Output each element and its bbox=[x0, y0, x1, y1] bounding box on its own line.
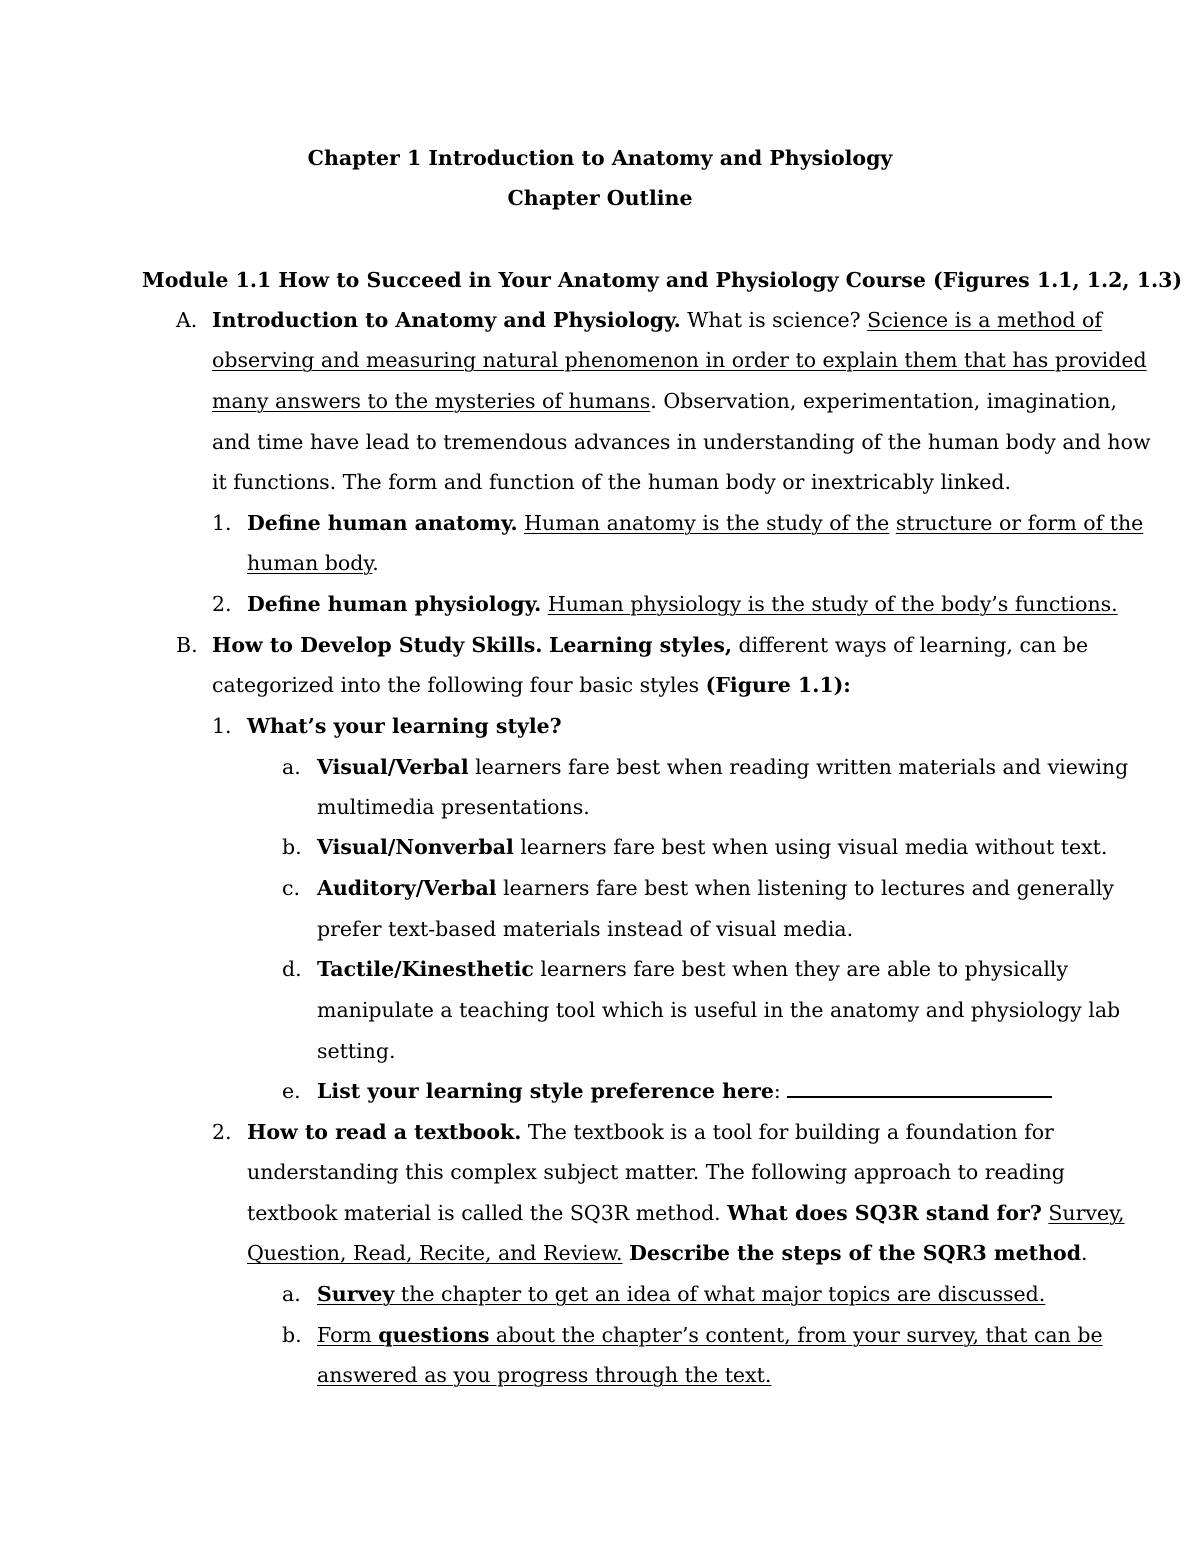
sq3r-a-line: Survey the chapter to get an idea of what major topics are discussed. bbox=[317, 1282, 1046, 1306]
sq3r-a-label: a. bbox=[282, 1282, 301, 1306]
section-a-line-4: and time have lead to tremendous advances in understanding of the human body and how bbox=[212, 430, 1151, 454]
section-a-label: A. bbox=[176, 308, 198, 332]
style-a-line-1: Visual/Verbal learners fare best when reading written materials and viewing bbox=[317, 755, 1129, 779]
chapter-subtitle: Chapter Outline bbox=[507, 186, 693, 210]
item-a1-line-1: Define human anatomy. Human anatomy is the study of the structure or form of the bbox=[247, 511, 1144, 535]
section-b-line-1: How to Develop Study Skills. Learning styles, different ways of learning, can be bbox=[212, 633, 1089, 657]
item-a1-line-2: human body. bbox=[247, 551, 379, 575]
item-b1-heading: What’s your learning style? bbox=[247, 714, 562, 738]
item-a2-line: Define human physiology. Human physiology is the study of the body’s functions. bbox=[247, 592, 1118, 616]
item-b2-line-2: understanding this complex subject matter. The following approach to reading bbox=[247, 1160, 1065, 1184]
section-a-line-5: it functions. The form and function of the human body or inextricably linked. bbox=[212, 470, 1011, 494]
style-b-label: b. bbox=[282, 835, 302, 859]
item-b1-label: 1. bbox=[212, 714, 232, 738]
style-a-line-2: multimedia presentations. bbox=[317, 795, 590, 819]
item-b2-line-3: textbook material is called the SQ3R method. What does SQ3R stand for? Survey, bbox=[247, 1201, 1125, 1225]
section-b-line-2: categorized into the following four basic styles (Figure 1.1): bbox=[212, 673, 851, 697]
style-e-label: e. bbox=[282, 1079, 301, 1103]
style-c-line-2: prefer text-based materials instead of visual media. bbox=[317, 917, 854, 941]
style-c-label: c. bbox=[282, 876, 300, 900]
learning-style-blank[interactable] bbox=[787, 1076, 1052, 1098]
section-b-label: B. bbox=[176, 633, 198, 657]
section-a-line-2: observing and measuring natural phenomenon in order to explain them that has provided bbox=[212, 348, 1147, 372]
section-a-line-3: many answers to the mysteries of humans. Observation, experimentation, imagination, bbox=[212, 389, 1117, 413]
sq3r-b-label: b. bbox=[282, 1323, 302, 1347]
sq3r-b-line-1: Form questions about the chapter’s content, from your survey, that can be bbox=[317, 1323, 1103, 1347]
style-e-line: List your learning style preference here: bbox=[317, 1076, 1052, 1106]
item-b2-line-1: How to read a textbook. The textbook is a tool for building a foundation for bbox=[247, 1120, 1054, 1144]
section-a-line-1: Introduction to Anatomy and Physiology. What is science? Science is a method of bbox=[212, 308, 1102, 332]
item-b2-line-4: Question, Read, Recite, and Review. Describe the steps of the SQR3 method. bbox=[247, 1241, 1088, 1265]
item-a1-label: 1. bbox=[212, 511, 232, 535]
style-d-line-3: setting. bbox=[317, 1039, 396, 1063]
style-d-line-2: manipulate a teaching tool which is useful in the anatomy and physiology lab bbox=[317, 998, 1121, 1022]
chapter-title: Chapter 1 Introduction to Anatomy and Physiology bbox=[307, 146, 893, 170]
style-d-line-1: Tactile/Kinesthetic learners fare best when they are able to physically bbox=[317, 957, 1069, 981]
style-b-line-1: Visual/Nonverbal learners fare best when using visual media without text. bbox=[317, 835, 1108, 859]
item-a2-label: 2. bbox=[212, 592, 232, 616]
style-d-label: d. bbox=[282, 957, 302, 981]
module-heading: Module 1.1 How to Succeed in Your Anatomy and Physiology Course (Figures 1.1, 1.2, 1.3) bbox=[142, 268, 1183, 292]
style-c-line-1: Auditory/Verbal learners fare best when listening to lectures and generally bbox=[317, 876, 1114, 900]
item-b2-label: 2. bbox=[212, 1120, 232, 1144]
style-a-label: a. bbox=[282, 755, 301, 779]
sq3r-b-line-2: answered as you progress through the text. bbox=[317, 1363, 772, 1387]
